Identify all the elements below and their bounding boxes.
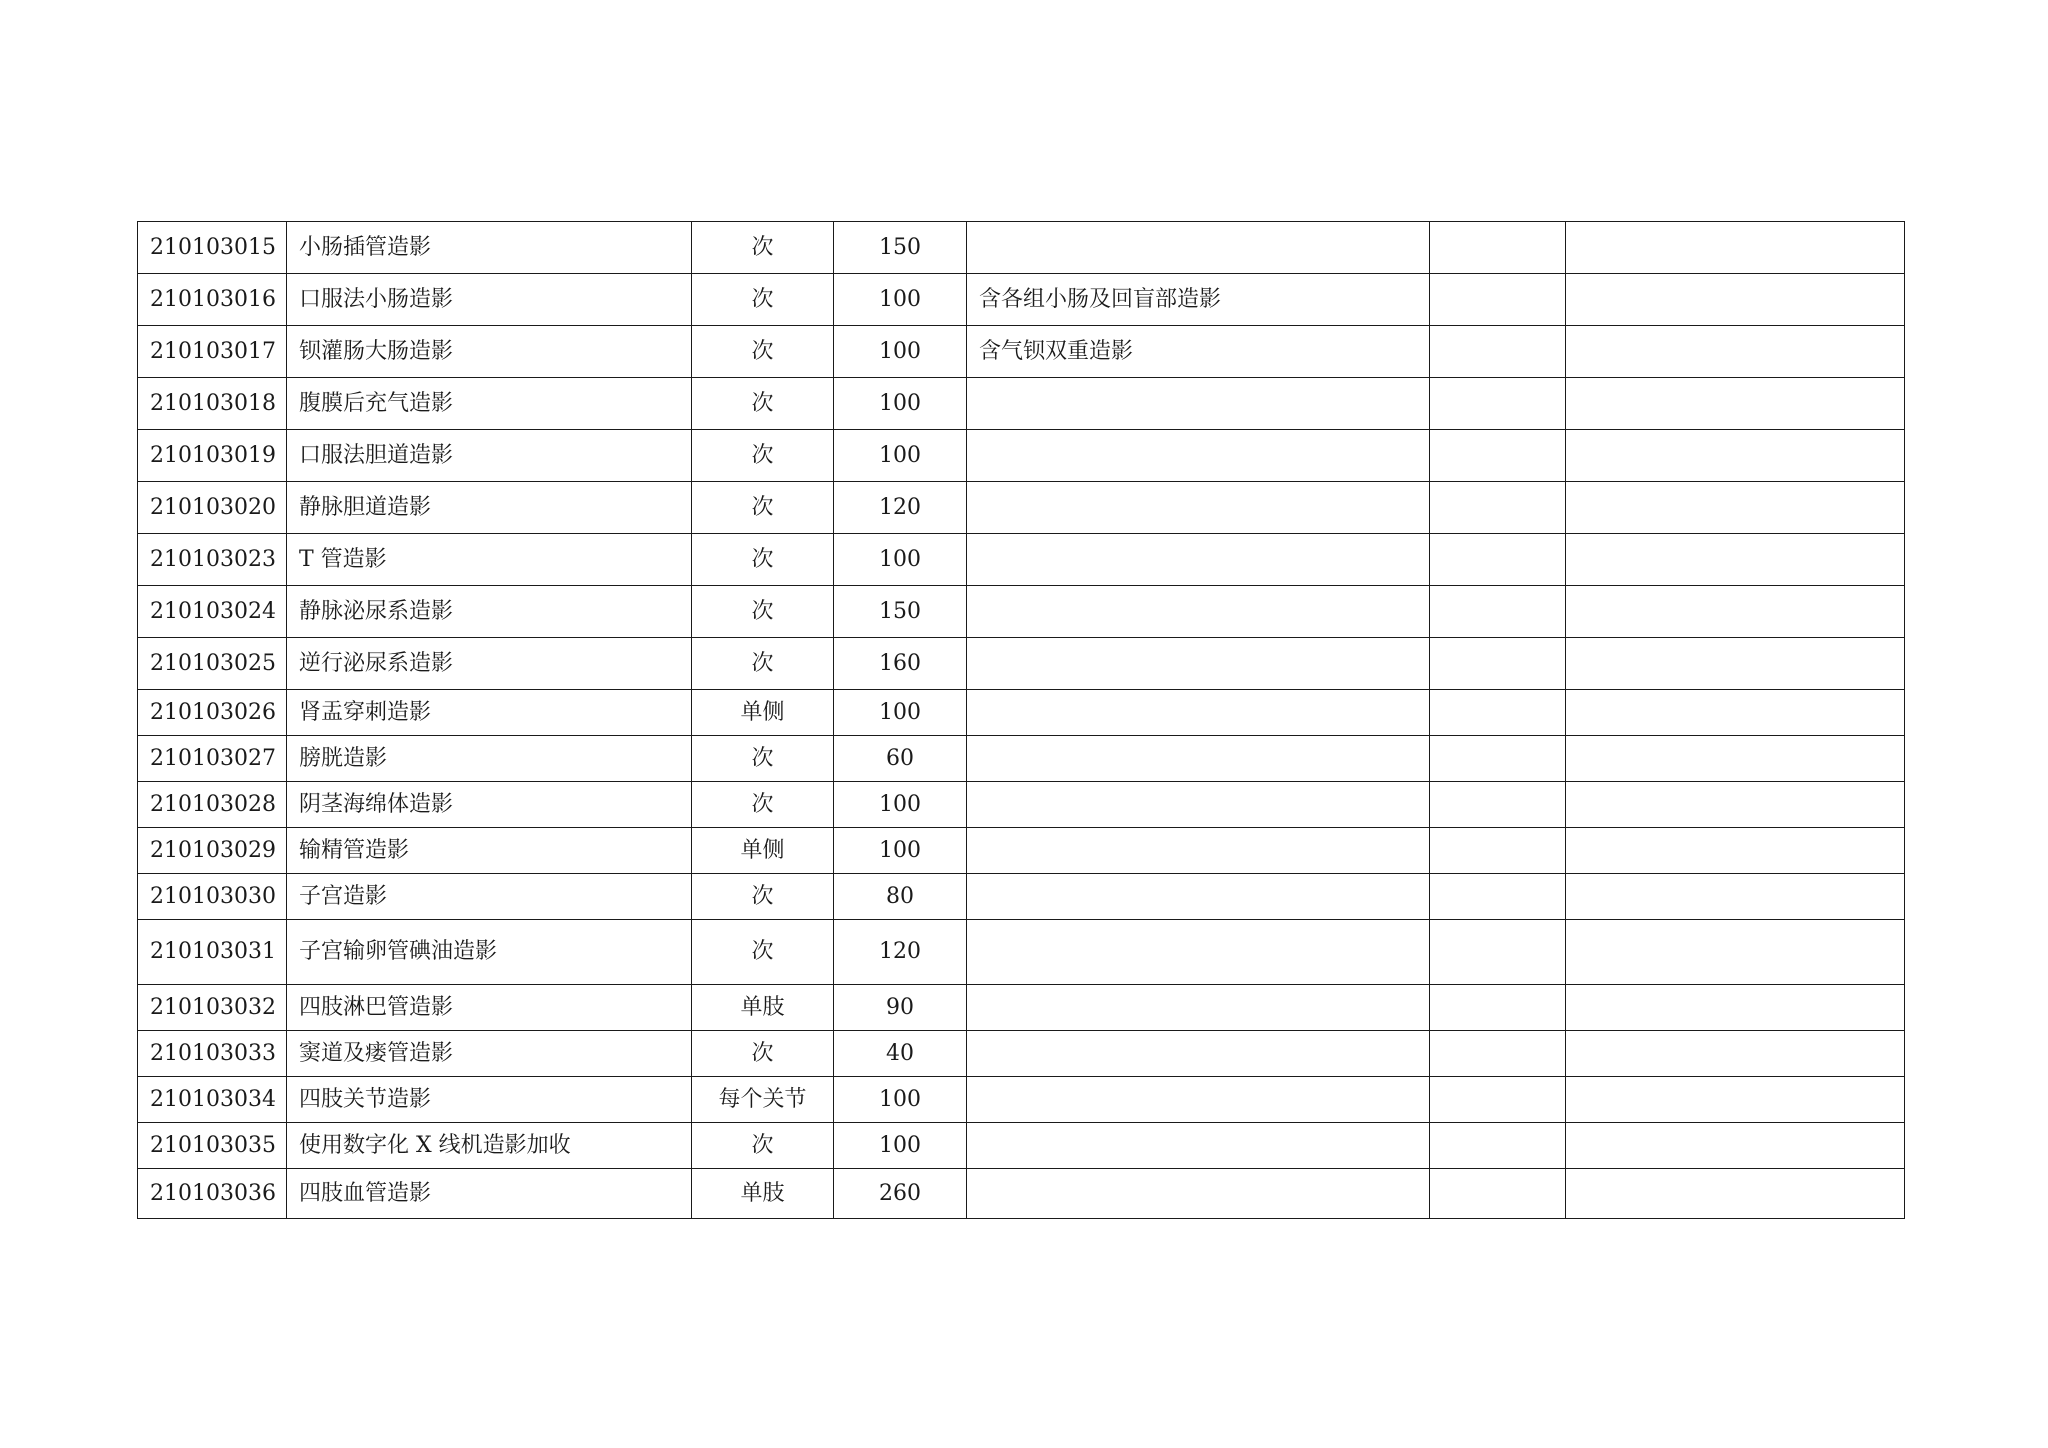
extra-cell-2 [1566,1123,1905,1169]
note-cell [967,586,1430,638]
price-cell: 150 [834,586,967,638]
table-body [138,222,1905,1219]
extra-cell-1 [1430,534,1566,586]
price-cell: 100 [834,782,967,828]
note-cell [967,874,1430,920]
extra-cell-1 [1430,1077,1566,1123]
extra-cell-1 [1430,586,1566,638]
unit-cell: 次 [692,1031,834,1077]
extra-cell-1 [1430,482,1566,534]
table-row [138,638,1905,690]
item-code-cell: 210103033 [138,1031,287,1077]
item-code-cell: 210103018 [138,378,287,430]
item-name-cell: 使用数字化 X 线机造影加收 [287,1123,692,1169]
extra-cell-1 [1430,782,1566,828]
extra-cell-2 [1566,534,1905,586]
note-cell [967,1123,1430,1169]
table-row [138,1031,1905,1077]
unit-cell: 单肢 [692,1169,834,1219]
price-cell: 150 [834,222,967,274]
unit-cell: 次 [692,638,834,690]
table-row [138,534,1905,586]
unit-cell: 次 [692,482,834,534]
unit-cell: 次 [692,222,834,274]
note-cell [967,1077,1430,1123]
note-cell [967,482,1430,534]
price-cell: 100 [834,430,967,482]
item-code-cell: 210103032 [138,985,287,1031]
item-code-cell: 210103027 [138,736,287,782]
unit-cell: 次 [692,782,834,828]
item-name-cell: 四肢关节造影 [287,1077,692,1123]
table-row [138,1123,1905,1169]
item-code-cell: 210103025 [138,638,287,690]
item-name-cell: 阴茎海绵体造影 [287,782,692,828]
extra-cell-1 [1430,1169,1566,1219]
note-cell [967,222,1430,274]
item-name-cell: 子宫输卵管碘油造影 [287,920,692,985]
item-name-cell: 四肢淋巴管造影 [287,985,692,1031]
table-row [138,482,1905,534]
unit-cell: 次 [692,534,834,586]
extra-cell-2 [1566,378,1905,430]
item-name-cell: 子宫造影 [287,874,692,920]
item-code-cell: 210103034 [138,1077,287,1123]
table-row [138,1169,1905,1219]
price-cell: 100 [834,326,967,378]
extra-cell-2 [1566,586,1905,638]
extra-cell-1 [1430,430,1566,482]
item-name-cell: 口服法胆道造影 [287,430,692,482]
unit-cell: 单肢 [692,985,834,1031]
item-name-cell: 窦道及瘘管造影 [287,1031,692,1077]
table-row [138,274,1905,326]
item-name-cell: 四肢血管造影 [287,1169,692,1219]
price-cell: 60 [834,736,967,782]
extra-cell-2 [1566,690,1905,736]
table-row [138,326,1905,378]
item-name-cell: 肾盂穿刺造影 [287,690,692,736]
unit-cell: 每个关节 [692,1077,834,1123]
extra-cell-1 [1430,274,1566,326]
table-row [138,828,1905,874]
price-cell: 120 [834,920,967,985]
unit-cell: 次 [692,430,834,482]
note-cell [967,430,1430,482]
item-code-cell: 210103024 [138,586,287,638]
extra-cell-2 [1566,222,1905,274]
table-row [138,690,1905,736]
extra-cell-1 [1430,222,1566,274]
price-cell: 80 [834,874,967,920]
extra-cell-1 [1430,1031,1566,1077]
unit-cell: 次 [692,736,834,782]
extra-cell-1 [1430,638,1566,690]
extra-cell-1 [1430,874,1566,920]
extra-cell-1 [1430,690,1566,736]
item-code-cell: 210103019 [138,430,287,482]
extra-cell-2 [1566,736,1905,782]
item-name-cell: 钡灌肠大肠造影 [287,326,692,378]
extra-cell-2 [1566,1077,1905,1123]
note-cell [967,920,1430,985]
extra-cell-1 [1430,378,1566,430]
note-cell [967,828,1430,874]
note-cell [967,985,1430,1031]
extra-cell-2 [1566,985,1905,1031]
item-name-cell: T 管造影 [287,534,692,586]
extra-cell-2 [1566,430,1905,482]
note-cell [967,690,1430,736]
price-cell: 100 [834,690,967,736]
extra-cell-2 [1566,782,1905,828]
extra-cell-1 [1430,920,1566,985]
price-cell: 120 [834,482,967,534]
price-cell: 260 [834,1169,967,1219]
price-cell: 100 [834,378,967,430]
table-row [138,586,1905,638]
price-cell: 100 [834,534,967,586]
item-name-cell: 膀胱造影 [287,736,692,782]
unit-cell: 单侧 [692,690,834,736]
table-row [138,985,1905,1031]
note-cell [967,1169,1430,1219]
extra-cell-2 [1566,874,1905,920]
table-row [138,736,1905,782]
item-name-cell: 静脉胆道造影 [287,482,692,534]
table-row [138,782,1905,828]
table-row [138,920,1905,985]
price-cell: 40 [834,1031,967,1077]
extra-cell-2 [1566,1031,1905,1077]
item-code-cell: 210103016 [138,274,287,326]
note-cell [967,534,1430,586]
price-cell: 100 [834,828,967,874]
table-row [138,222,1905,274]
unit-cell: 次 [692,920,834,985]
price-cell: 90 [834,985,967,1031]
item-code-cell: 210103029 [138,828,287,874]
unit-cell: 次 [692,274,834,326]
extra-cell-1 [1430,326,1566,378]
price-cell: 100 [834,1123,967,1169]
item-name-cell: 逆行泌尿系造影 [287,638,692,690]
item-code-cell: 210103020 [138,482,287,534]
price-cell: 100 [834,1077,967,1123]
note-cell [967,782,1430,828]
table-row [138,430,1905,482]
note-cell [967,638,1430,690]
table-row [138,874,1905,920]
fee-table [137,221,1905,1219]
table-row [138,1077,1905,1123]
item-code-cell: 210103015 [138,222,287,274]
extra-cell-1 [1430,736,1566,782]
item-code-cell: 210103035 [138,1123,287,1169]
extra-cell-2 [1566,638,1905,690]
item-name-cell: 输精管造影 [287,828,692,874]
item-code-cell: 210103036 [138,1169,287,1219]
item-code-cell: 210103028 [138,782,287,828]
extra-cell-2 [1566,326,1905,378]
unit-cell: 次 [692,378,834,430]
unit-cell: 单侧 [692,828,834,874]
unit-cell: 次 [692,326,834,378]
extra-cell-2 [1566,1169,1905,1219]
price-cell: 160 [834,638,967,690]
extra-cell-1 [1430,1123,1566,1169]
table-row [138,378,1905,430]
note-cell: 含各组小肠及回盲部造影 [967,274,1430,326]
item-code-cell: 210103017 [138,326,287,378]
item-name-cell: 腹膜后充气造影 [287,378,692,430]
unit-cell: 次 [692,874,834,920]
extra-cell-2 [1566,920,1905,985]
item-code-cell: 210103031 [138,920,287,985]
extra-cell-2 [1566,482,1905,534]
extra-cell-1 [1430,828,1566,874]
item-code-cell: 210103023 [138,534,287,586]
price-cell: 100 [834,274,967,326]
note-cell: 含气钡双重造影 [967,326,1430,378]
item-code-cell: 210103026 [138,690,287,736]
item-name-cell: 小肠插管造影 [287,222,692,274]
item-name-cell: 静脉泌尿系造影 [287,586,692,638]
unit-cell: 次 [692,586,834,638]
extra-cell-2 [1566,828,1905,874]
item-name-cell: 口服法小肠造影 [287,274,692,326]
extra-cell-2 [1566,274,1905,326]
note-cell [967,1031,1430,1077]
note-cell [967,736,1430,782]
item-code-cell: 210103030 [138,874,287,920]
note-cell [967,378,1430,430]
unit-cell: 次 [692,1123,834,1169]
extra-cell-1 [1430,985,1566,1031]
